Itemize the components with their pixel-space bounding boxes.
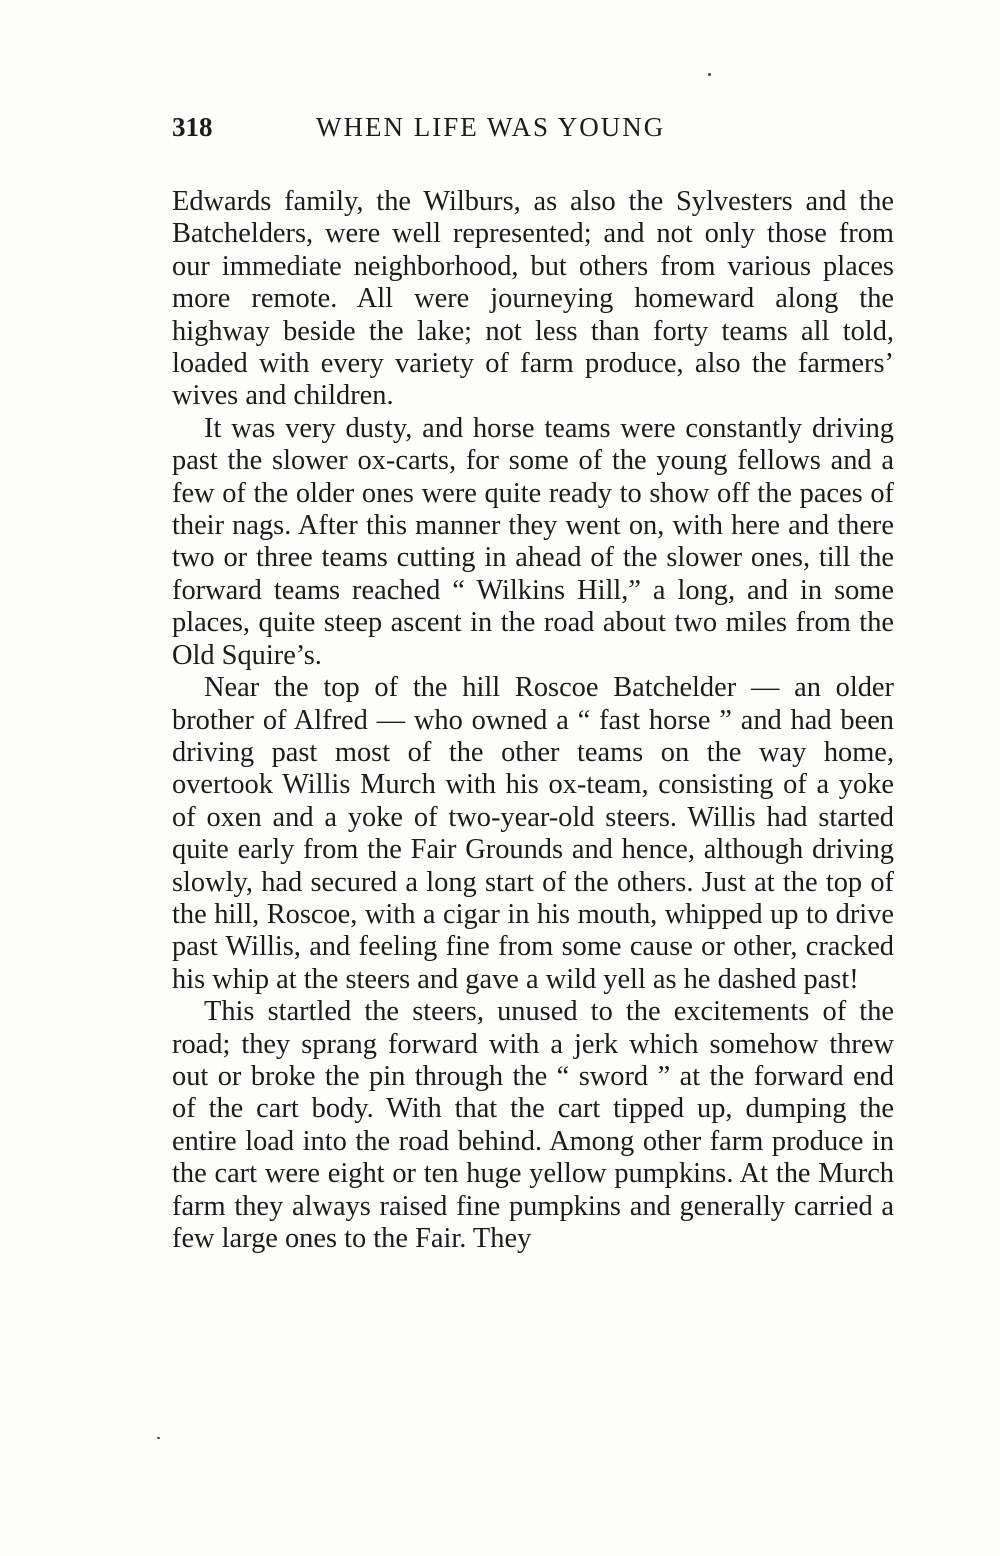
paragraph-2: It was very dusty, and horse teams were constantly driving past the slower ox-carts, for some of the young fellows and a few of the older ones were quite ready to show off the paces of their nags. After this manner they went on, with here and there two or three teams cutting in ahead of the slower ones, till the forward teams reached “ Wilkins Hill,” a long, and in some places, quite steep ascent in the road about two miles from the Old Squire’s.	[172, 412, 894, 671]
page-number: 318	[172, 112, 213, 142]
scan-speck	[157, 1437, 160, 1439]
scan-speck	[708, 73, 711, 76]
running-title: WHEN LIFE WAS YOUNG	[316, 112, 666, 142]
paragraph-4: This startled the steers, unused to the excitements of the road; they sprang forward with a jerk which somehow threw out or broke the pin through the “ sword ” at the forward end of the cart body. With that the cart tipped up, dumping the entire load into the road behind. Among other farm produce in the cart were eight or ten huge yellow pumpkins. At the Murch farm they always raised fine pumpkins and generally carried a few large ones to the Fair. They	[172, 996, 894, 1254]
paragraph-3: Near the top of the hill Roscoe Batchelder — an older brother of Alfred — who owned a “ fast horse ” and had been driving past most of the other teams on the way home, overtook Willis Murch with his ox-team, consisting of a yoke of oxen and a yoke of two-year-old steers. Willis had started quite early from the Fair Grounds and hence, although driving slowly, had secured a long start of the others. Just at the top of the hill, Roscoe, with a cigar in his mouth, whipped up to drive past Willis, and feeling fine from some cause or other, cracked his whip at the steers and gave a wild yell as he dashed past!	[172, 672, 894, 995]
paragraph-1: Edwards family, the Wilburs, as also the Sylvesters and the Batchelders, were well represented; and not only those from our immediate neighborhood, but others from various places more remote. All were journeying homeward along the highway beside the lake; not less than forty teams all told, loaded with every variety of farm produce, also the farmers’ wives and children.	[172, 186, 894, 412]
body-text	[172, 186, 894, 1255]
running-head	[172, 112, 772, 152]
